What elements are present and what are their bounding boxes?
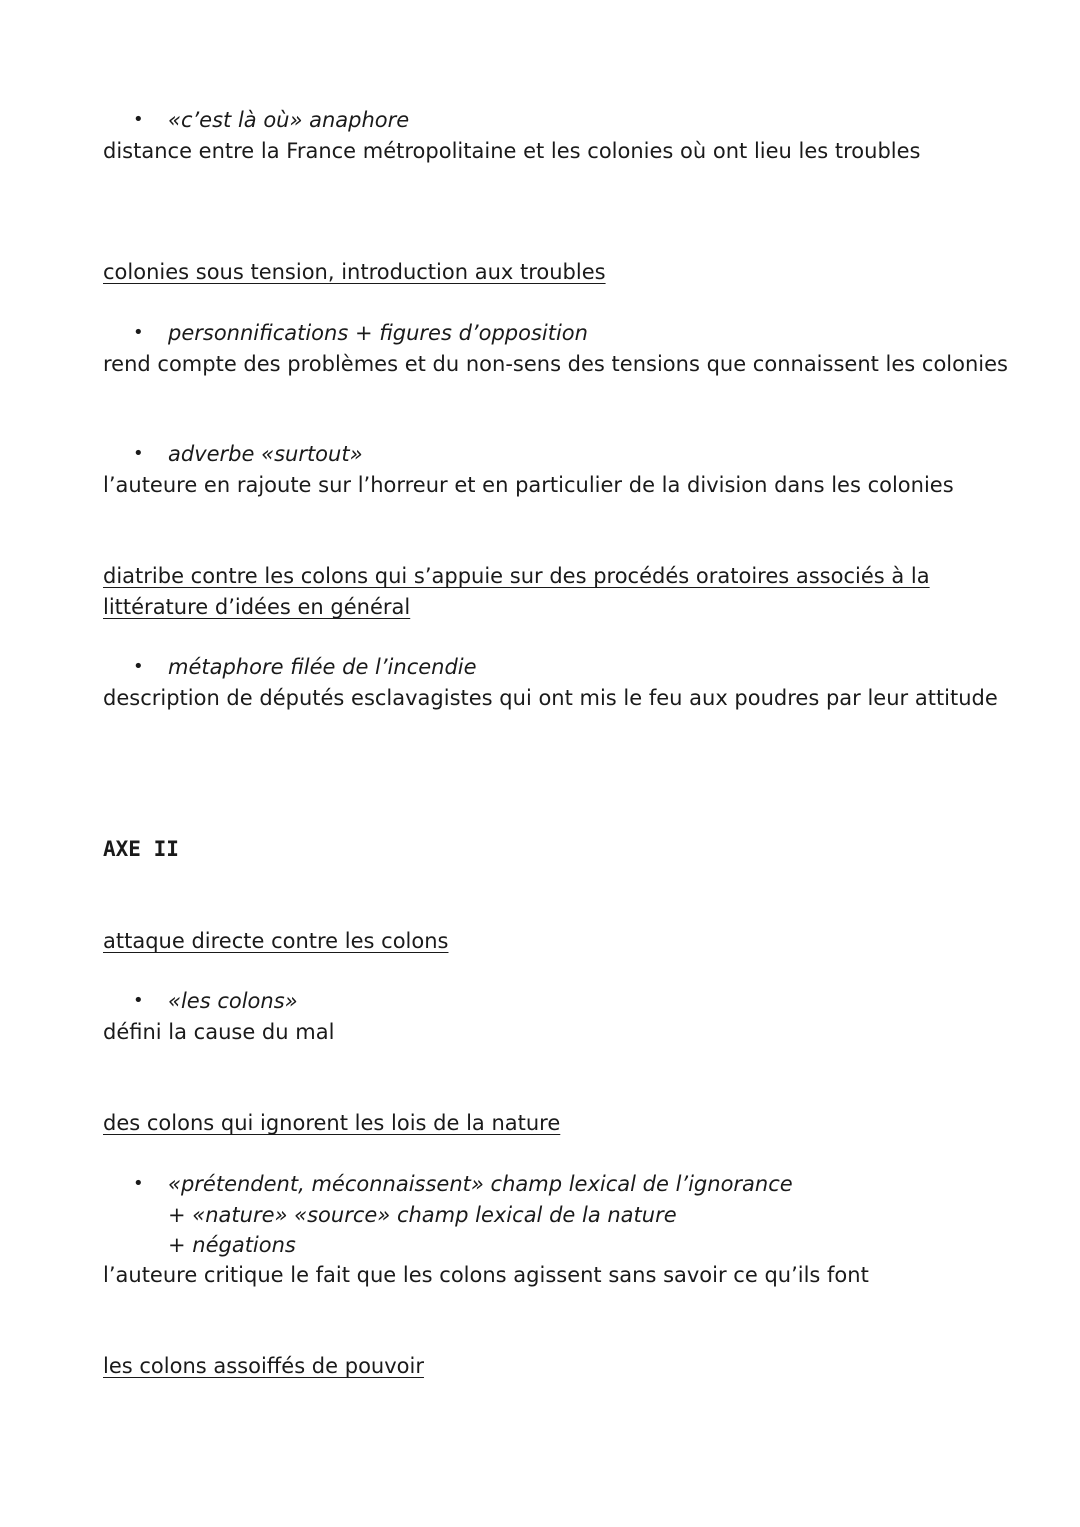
section-title: diatribe contre les colons qui s’appuie sur des procédés oratoires associés à la	[103, 564, 930, 588]
section-title: littérature d’idées en général	[103, 595, 411, 619]
bullet-dot: •	[133, 656, 144, 677]
bullet-item: «c’est là où» anaphore	[168, 108, 410, 132]
body-text: description de députés esclavagistes qui ont mis le feu aux poudres par leur attitude	[103, 686, 998, 710]
bullet-item: adverbe «surtout»	[168, 442, 363, 466]
bullet-item: «prétendent, méconnaissent» champ lexical de l’ignorance	[168, 1172, 793, 1196]
body-text: rend compte des problèmes et du non-sens des tensions que connaissent les colonies	[103, 352, 1008, 376]
bullet-subitem: + «nature» «source» champ lexical de la nature	[168, 1203, 677, 1227]
bullet-dot: •	[133, 990, 144, 1011]
body-text: l’auteure en rajoute sur l’horreur et en particulier de la division dans les colonies	[103, 473, 954, 497]
section-title: des colons qui ignorent les lois de la nature	[103, 1111, 561, 1135]
section-title: attaque directe contre les colons	[103, 929, 449, 953]
body-text: l’auteure critique le fait que les colons agissent sans savoir ce qu’ils font	[103, 1263, 869, 1287]
axis-heading: AXE II	[103, 837, 179, 861]
bullet-item: métaphore filée de l’incendie	[168, 655, 477, 679]
bullet-dot: •	[133, 443, 144, 464]
section-title: colonies sous tension, introduction aux troubles	[103, 260, 606, 284]
bullet-subitem: + négations	[168, 1233, 296, 1257]
body-text: distance entre la France métropolitaine et les colonies où ont lieu les troubles	[103, 139, 921, 163]
bullet-item: «les colons»	[168, 989, 298, 1013]
body-text: défini la cause du mal	[103, 1020, 335, 1044]
bullet-dot: •	[133, 1173, 144, 1194]
bullet-item: personnifications + figures d’opposition	[168, 321, 588, 345]
bullet-dot: •	[133, 322, 144, 343]
section-title: les colons assoiffés de pouvoir	[103, 1354, 424, 1378]
bullet-dot: •	[133, 109, 144, 130]
